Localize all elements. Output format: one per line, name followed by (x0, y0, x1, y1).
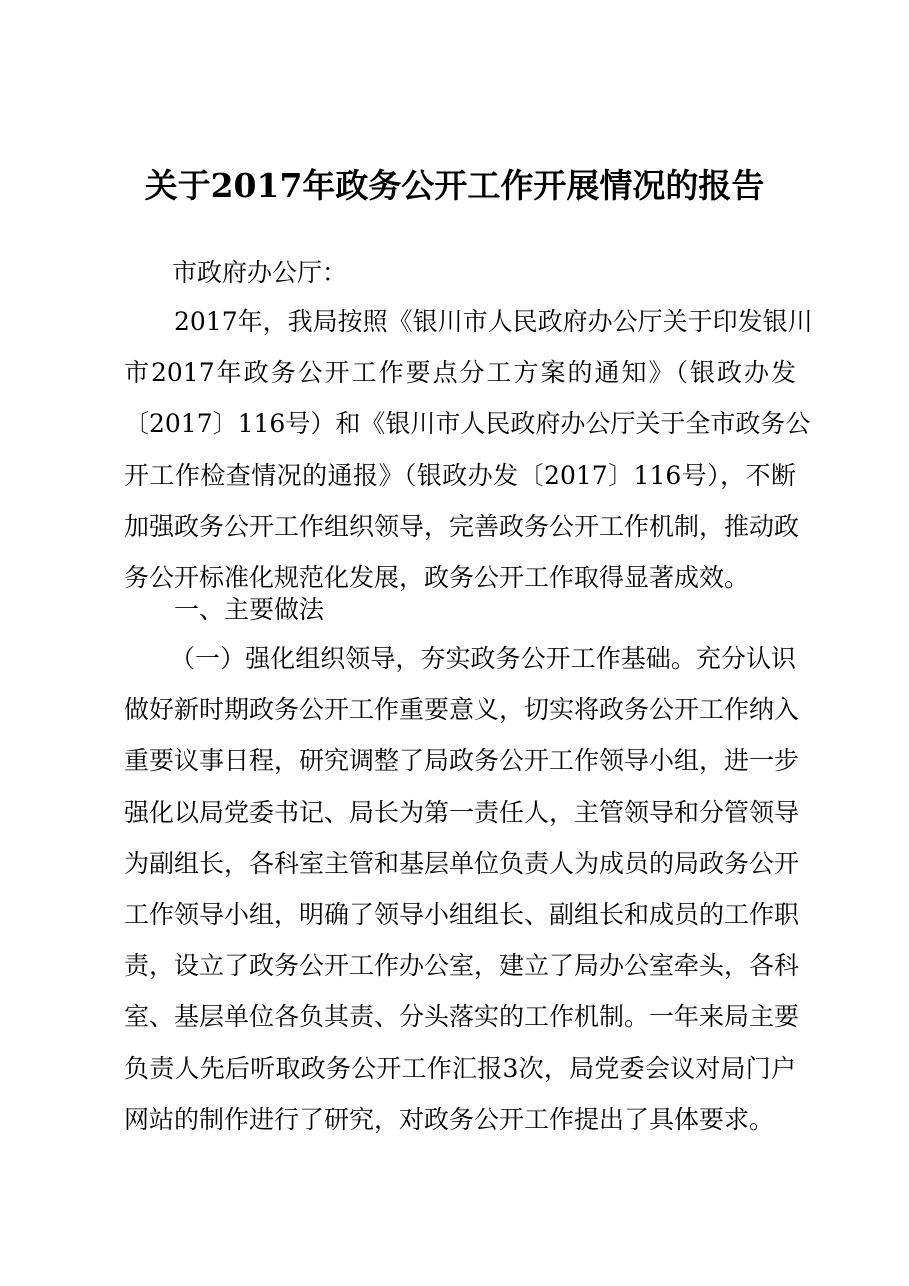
paragraph-line: 〔2017〕116号）和《银川市人民政府办公厅关于全市政务公 (124, 409, 811, 439)
paragraph-line: 网站的制作进行了研究，对政务公开工作提出了具体要求。 (124, 1104, 775, 1134)
section-heading-text: 一、主要做法 (174, 595, 325, 624)
paragraph-line: 责，设立了政务公开工作办公室，建立了局办公室牵头，各科 (124, 951, 800, 981)
paragraph-line: 室、基层单位各负其责、分头落实的工作机制。一年来局主要 (124, 1002, 800, 1032)
section-heading (124, 584, 796, 635)
paragraph-line: （一）强化组织领导，夯实政务公开工作基础。充分认识 (170, 644, 796, 673)
paragraph-line: 务公开标准化规范化发展，政务公开工作取得显著成效。 (124, 562, 750, 592)
paragraph-line: 强化以局党委书记、局长为第一责任人，主管领导和分管领导 (124, 797, 800, 827)
paragraph-line: 做好新时期政务公开工作重要意义，切实将政务公开工作纳入 (124, 695, 800, 725)
paragraph-line: 市2017年政务公开工作要点分工方案的通知》（银政办发 (124, 358, 796, 388)
paragraph-line: 为副组长，各科室主管和基层单位负责人为成员的局政务公开 (124, 848, 800, 878)
paragraph-line: 负责人先后听取政务公开工作汇报3次，局党委会议对局门户 (124, 1053, 796, 1083)
paragraph-line: 工作领导小组，明确了领导小组组长、副组长和成员的工作职 (124, 899, 800, 929)
document-title: 关于2017年政务公开工作开展情况的报告 (144, 166, 765, 205)
paragraph-line: 开工作检查情况的通报》（银政办发〔2017〕116号），不断 (124, 460, 796, 490)
paragraph-line: 加强政务公开工作组织领导，完善政务公开工作机制，推动政 (124, 511, 800, 541)
paragraph-line: 2017年，我局按照《银川市人民政府办公厅关于印发银川 (174, 307, 813, 336)
paragraph-organization (124, 633, 800, 1145)
salutation: 市政府办公厅： (172, 258, 348, 287)
paragraph-line: 重要议事日程，研究调整了局政务公开工作领导小组，进一步 (124, 746, 800, 776)
paragraph-intro (124, 296, 813, 603)
